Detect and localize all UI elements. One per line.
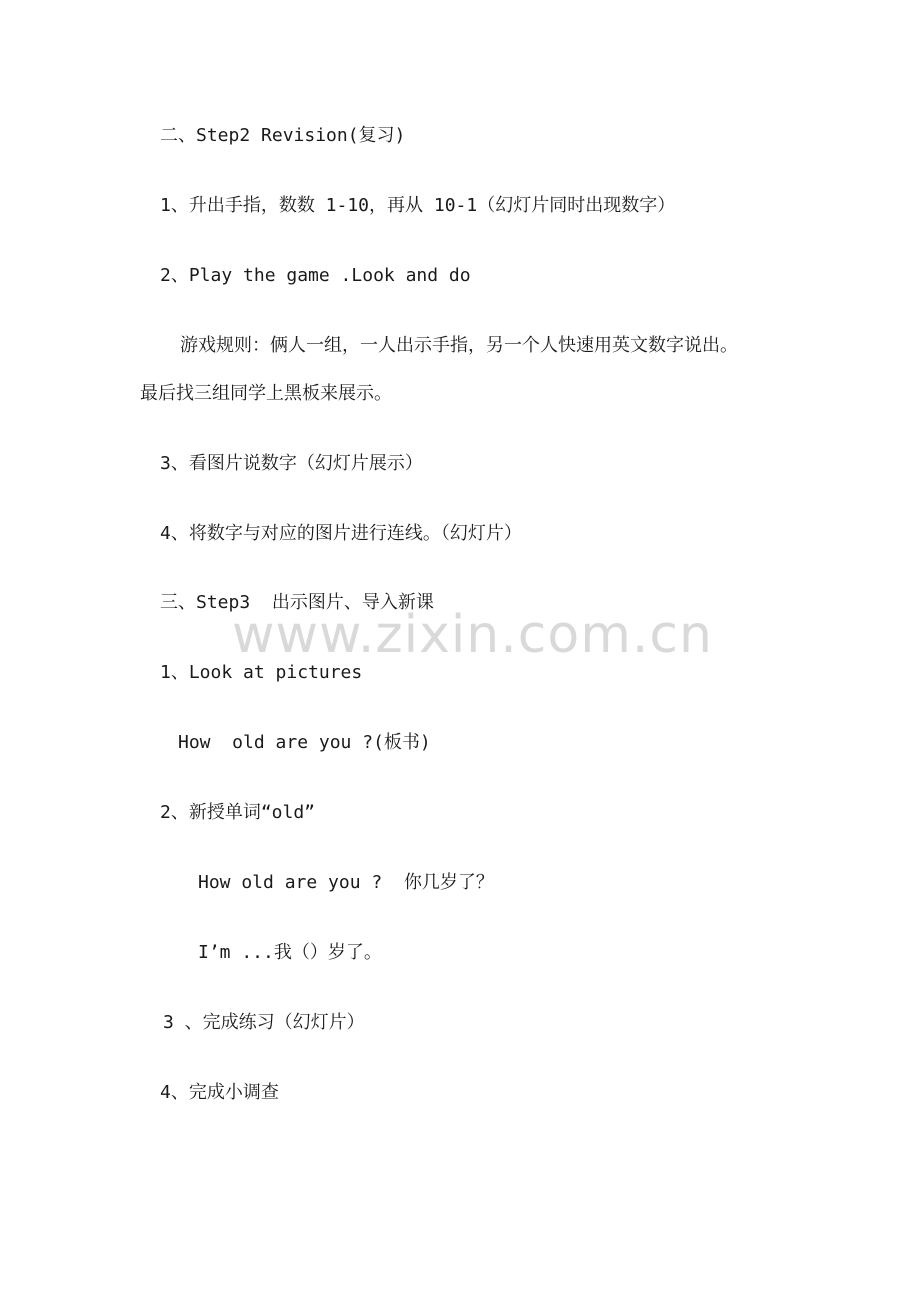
sentence-im-years-old: I’m ...我（）岁了。 xyxy=(198,942,382,963)
list-item-4-complete-survey: 4、完成小调查 xyxy=(160,1082,279,1103)
list-item-4-match-numbers: 4、将数字与对应的图片进行连线。（幻灯片） xyxy=(160,523,522,544)
game-rules-continuation: 最后找三组同学上黑板来展示。 xyxy=(140,383,392,404)
section-heading-step2: 二、Step2 Revision(复习) xyxy=(160,125,406,146)
section-heading-step3: 三、Step3 出示图片、导入新课 xyxy=(160,592,434,613)
list-item-2-play-game: 2、Play the game .Look and do xyxy=(160,265,471,286)
list-item-3-look-pictures: 3、看图片说数字（幻灯片展示） xyxy=(160,453,423,474)
sentence-how-old-are-you: How old are you ? 你几岁了？ xyxy=(198,872,494,893)
game-rules-text: 游戏规则：俩人一组，一人出示手指，另一个人快速用英文数字说出。 xyxy=(180,335,738,356)
list-item-1-count-fingers: 1、升出手指，数数 1-10，再从 10-1（幻灯片同时出现数字） xyxy=(160,195,676,216)
watermark: www.zixin.com.cn xyxy=(232,605,713,665)
list-item-2-new-word-old: 2、新授单词“old” xyxy=(160,802,316,823)
list-item-3-complete-exercise: 3 、完成练习（幻灯片） xyxy=(163,1012,365,1033)
sentence-how-old-board: How old are you ?(板书) xyxy=(178,732,431,753)
list-item-1-look-at-pictures: 1、Look at pictures xyxy=(160,662,363,683)
